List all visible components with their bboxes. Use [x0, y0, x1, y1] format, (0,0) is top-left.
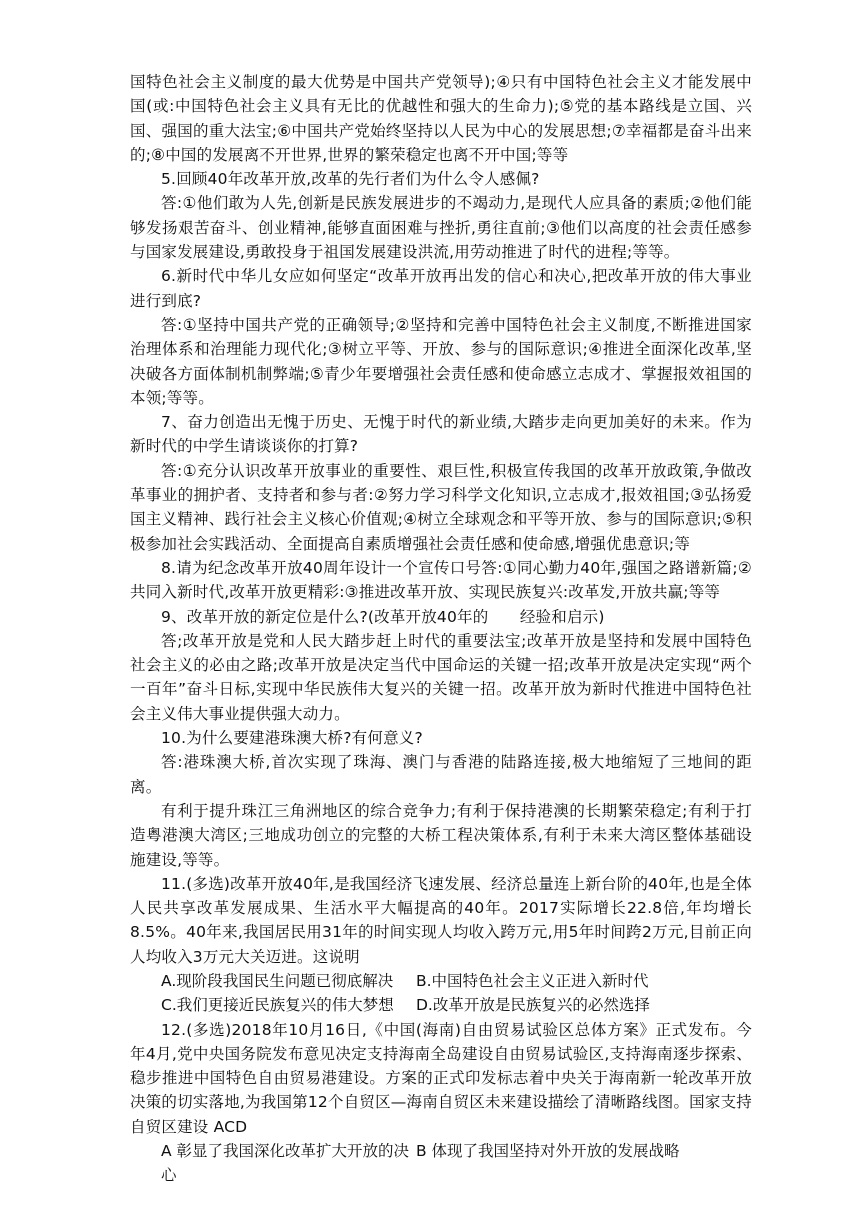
q11-options-row-1 [130, 969, 752, 993]
paragraph-continuation: 国特色社会主义制度的最大优势是中国共产党领导);④只有中国特色社会主义才能发展中国(或:中国特色社会主义具有无比的优越性和强大的生命力);⑤党的基本路线是立国、兴国、强国的重大法宝;⑥中国共产党始终坚持以人民为中心的发展思想;⑦幸福都是奋斗出来的;⑧中国的发展离不开世界,世界的繁荣稳定也离不开中国;等等 [130, 73, 752, 164]
answer-9: 答;改革开放是党和人民大踏步赶上时代的重要法宝;改革开放是坚持和发展中国特色社会主义的必由之路;改革开放是决定当代中国命运的关键一招;改革开放是决定实现“两个一百年”奋斗日标,实现中华民族伟大复兴的关键一招。改革开放为新时代推进中国特色社会主义伟大事业提供强大动力。 [130, 631, 752, 723]
question-9: 9、改革开放的新定位是什么?(改革开放40年的 经验和启示) [161, 607, 605, 626]
question-6: 6.新时代中华儿女应如何坚定“改革开放再出发的信心和决心,把改革开放的伟大事业进行到底? [130, 267, 752, 310]
q11-option-d: D.改革开放是民族复兴的必然选择 [416, 996, 650, 1015]
question-10: 10.为什么要建港珠澳大桥?有何意义? [161, 729, 423, 748]
question-7: 7、奋力创造出无愧于历史、无愧于时代的新业绩,大踏步走向更加美好的未来。作为新时代的中学生请谈谈你的打算? [130, 413, 752, 456]
q12-options-row-1 [130, 1139, 752, 1188]
question-11: 11.(多选)改革开放40年,是我国经济飞速发展、经济总量连上新台阶的40年,也是全体人民共享改革发展成果、生活水平大幅提高的40年。2017实际增长22.8倍,年均增长8.5%。40年来,我国居民用31年的时间实现人均收入跨万元,用5年时间跨2万元,目前正向人均收入3万元大关迈进。这说明 [130, 874, 752, 966]
question-8: 8.请为纪念改革开放40周年设计一个宣传口号答:①同心勤力40年,强国之路谱新篇;②共同入新时代,改革开放更精彩:③推进改革开放、实现民族复兴:改革发,开放共赢;等等 [130, 558, 752, 602]
q11-options-row-2 [130, 993, 752, 1017]
answer-6: 答:①坚持中国共产党的正确领导;②坚持和完善中国特色社会主义制度,不断推进国家治理体系和治理能力现代化;③树立平等、开放、参与的国际意识;④推进全面深化改革,坚决破各方面体制机制弊端;⑤青少年要增强社会责任感和使命感立志成才、掌握报效祖国的本领;等等。 [130, 315, 752, 407]
answer-10-part2: 有利于提升珠江三角洲地区的综合竞争力;有利于保持港澳的长期繁荣稳定;有利于打造粤港澳大湾区;三地成功创立的完整的大桥工程决策体系,有利于未来大湾区整体基础设施建设,等等。 [130, 801, 752, 869]
answer-5: 答:①他们敢为人先,创新是民族发展进步的不竭动力,是现代人应具备的素质;②他们能够发扬艰苦奋斗、创业精神,能够直面困难与挫折,勇往直前;③他们以高度的社会责任感参与国家发展建设,勇敢投身于祖国发展建设洪流,用劳动推进了时代的进程;等等。 [130, 194, 752, 262]
answer-10-part1: 答:港珠澳大桥,首次实现了珠海、澳门与香港的陆路连接,极大地缩短了三地间的距离。 [130, 753, 752, 796]
q12-option-b: B 体现了我国坚持对外开放的发展战略 [416, 1142, 680, 1161]
answer-7: 答:①充分认识改革开放事业的重要性、艰巨性,积极宣传我国的改革开放政策,争做改革事业的拥护者、支持者和参与者:②努力学习科学文化知识,立志成才,报效祖国;③弘扬爱国主义精神、践行社会主义核心价值观;④树立全球观念和平等开放、参与的国际意识;⑤积极参加社会实践活动、全面提高自素质增强社会责任感和使命感,增强优患意识;等 [130, 461, 752, 553]
question-5: 5.回顾40年改革开放,改革的先行者们为什么令人感佩? [161, 170, 540, 189]
q11-option-b: B.中国特色社会主义正进入新时代 [416, 971, 649, 990]
q11-option-a: A.现阶段我国民生问题已彻底解决 [161, 971, 394, 990]
q12-option-a: A 彰显了我国深化改革扩大开放的决心 [161, 1142, 410, 1185]
question-12: 12.(多选)2018年10月16日,《中国(海南)自由贸易试验区总体方案》正式发布。今年4月,党中央国务院发布意见决定支持海南全岛建设自由贸易试验区,支持海南逐步探索、稳步推进中国特色自由贸易港建设。方案的正式印发标志着中央关于海南新一轮改革开放决策的切实落地,为我国第12个自贸区—海南自贸区未来建设描绘了清晰路线图。国家支持自贸区建设 ACD [130, 1020, 752, 1136]
q11-option-c: C.我们更接近民族复兴的伟大梦想 [161, 996, 394, 1015]
